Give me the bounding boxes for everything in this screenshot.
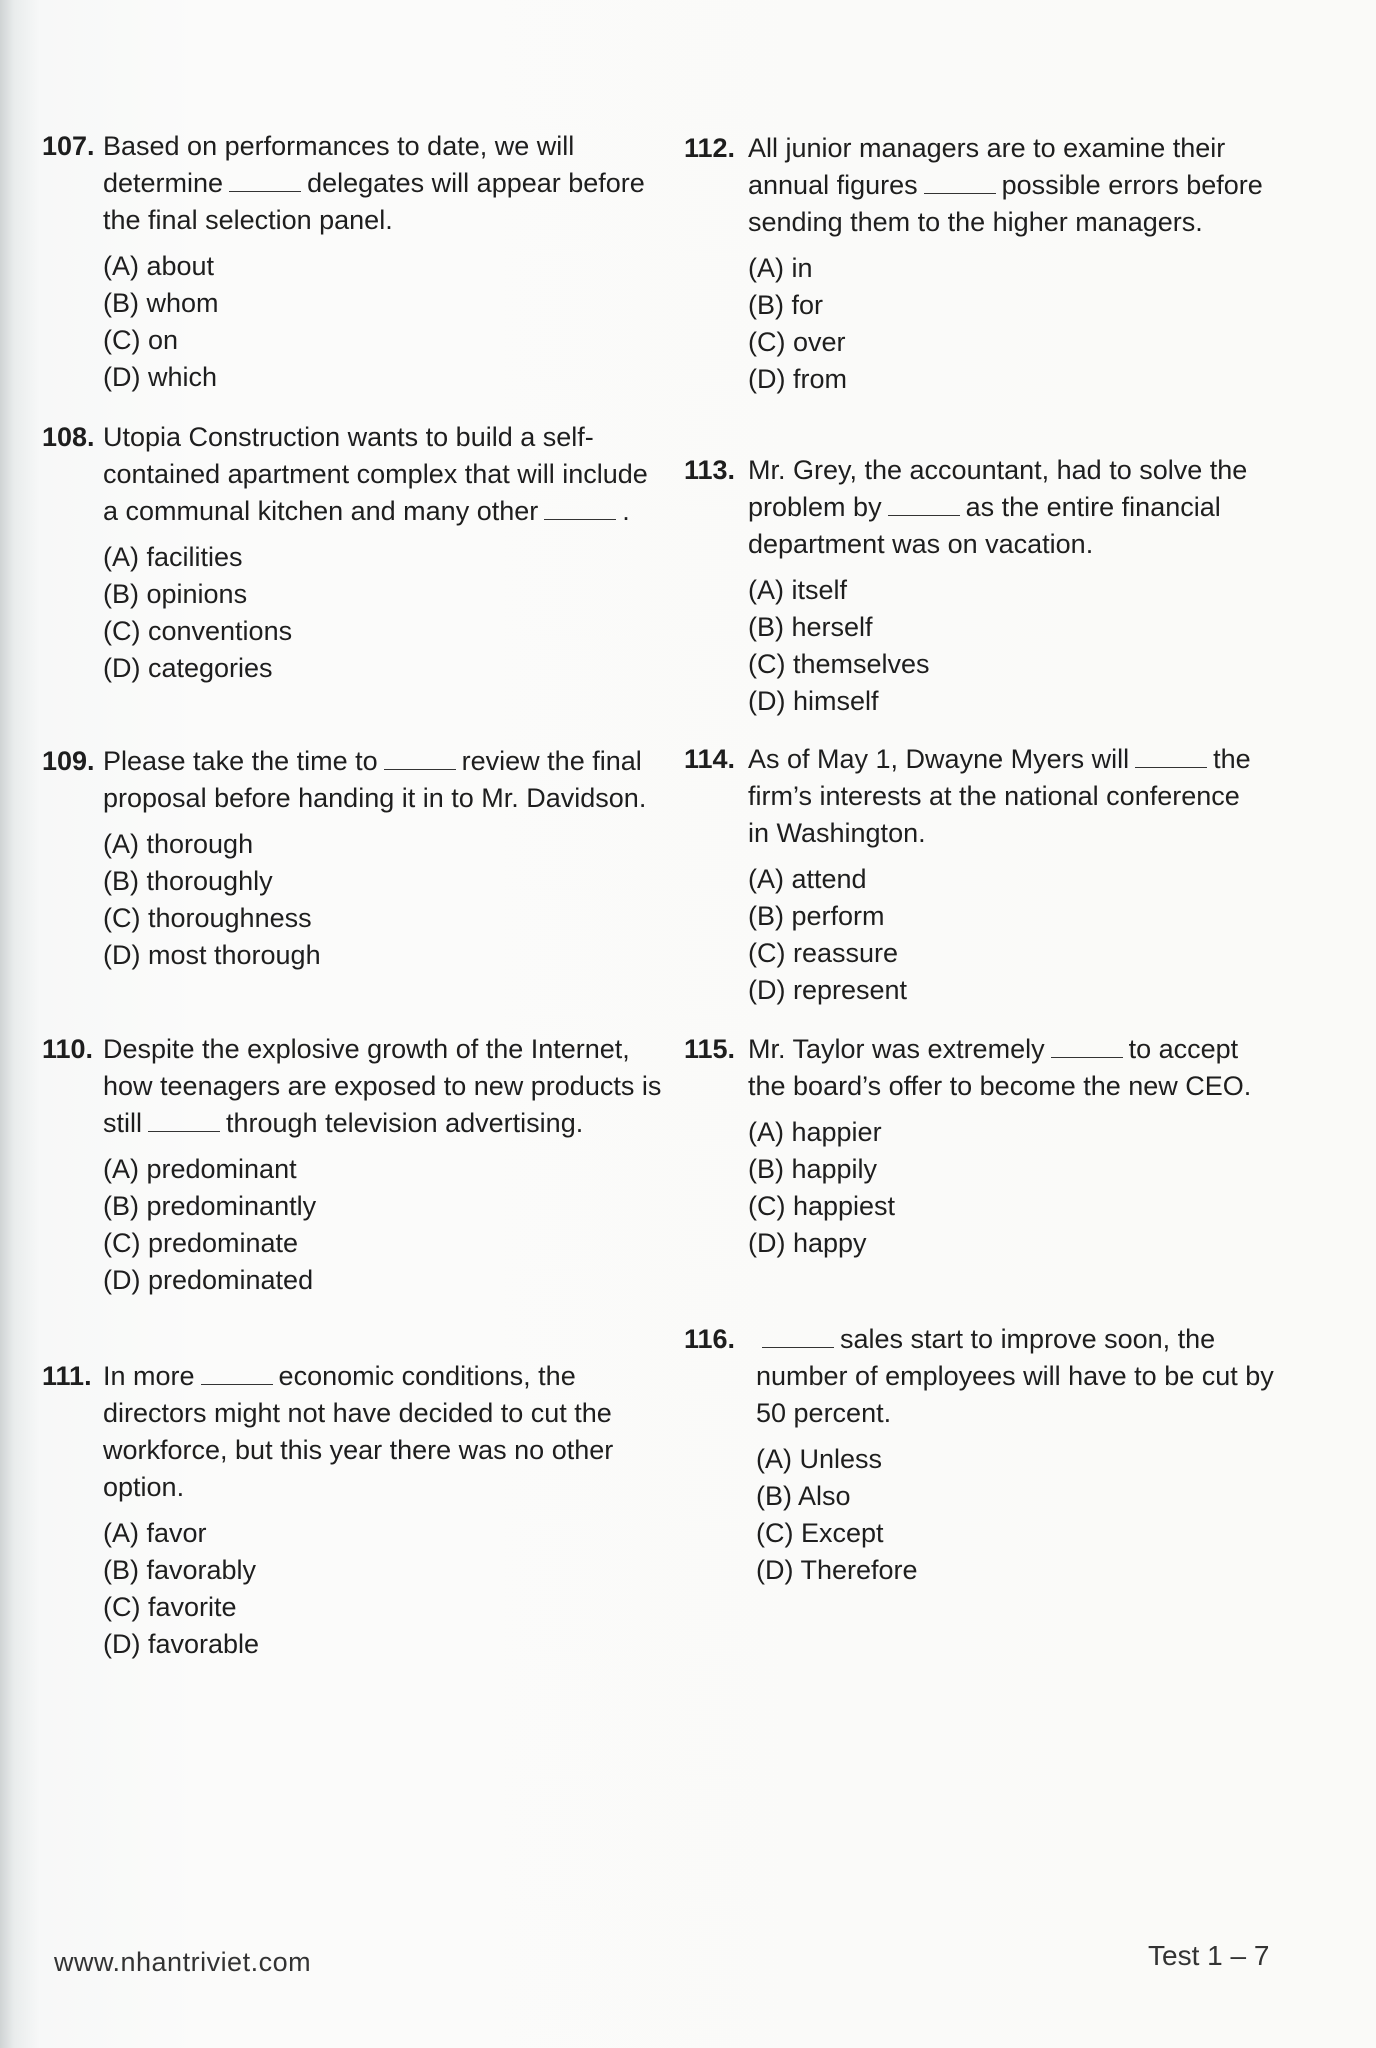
stem-text-before: In more bbox=[103, 1361, 195, 1391]
answer-option[interactable]: (B) predominantly bbox=[103, 1191, 317, 1221]
question-number: 111. bbox=[42, 1361, 92, 1391]
answer-blank bbox=[1135, 743, 1207, 768]
answer-blank bbox=[229, 167, 301, 192]
answer-option[interactable]: (C) predominate bbox=[103, 1228, 299, 1258]
answer-option[interactable]: (D) categories bbox=[103, 653, 273, 683]
answer-option[interactable]: (C) on bbox=[103, 325, 179, 355]
answer-option[interactable]: (C) over bbox=[748, 327, 846, 357]
stem-text-after: possible errors before sending them to the higher managers. bbox=[748, 170, 1263, 237]
answer-option[interactable]: (D) himself bbox=[748, 686, 879, 716]
stem-text-before: Mr. Grey, the accountant, had to solve the problem by bbox=[748, 455, 1248, 522]
answer-option[interactable]: (C) themselves bbox=[748, 649, 930, 679]
answer-option[interactable]: (C) happiest bbox=[748, 1191, 896, 1221]
stem-text-after: through television advertising. bbox=[226, 1108, 584, 1138]
answer-option[interactable]: (D) most thorough bbox=[103, 940, 321, 970]
answer-option[interactable]: (B) Also bbox=[756, 1481, 851, 1511]
question-stem bbox=[103, 743, 663, 817]
answer-blank bbox=[1051, 1033, 1123, 1058]
answer-option[interactable]: (B) opinions bbox=[103, 579, 248, 609]
stem-text-before: Utopia Construction wants to build a self-contained apartment complex that will include a communal kitchen and many other bbox=[103, 422, 648, 526]
question-number: 110. bbox=[42, 1034, 94, 1064]
stem-text-before: Please take the time to bbox=[103, 746, 378, 776]
stem-text-before: Despite the explosive growth of the Internet, how teenagers are exposed to new products is still bbox=[103, 1034, 662, 1138]
answer-option[interactable]: (B) thoroughly bbox=[103, 866, 273, 896]
answer-option[interactable]: (D) predominated bbox=[103, 1265, 314, 1295]
question-body bbox=[748, 741, 1268, 1009]
answer-option[interactable]: (A) favor bbox=[103, 1518, 207, 1548]
question-body bbox=[103, 128, 663, 396]
answer-blank bbox=[384, 745, 456, 770]
answer-option[interactable]: (B) herself bbox=[748, 612, 873, 642]
answer-option[interactable]: (D) favorable bbox=[103, 1629, 260, 1659]
stem-text-before: Based on performances to date, we will determine bbox=[103, 131, 575, 198]
question-body bbox=[756, 1321, 1276, 1589]
question-body bbox=[103, 743, 663, 974]
stem-text-before: Mr. Taylor was extremely bbox=[748, 1034, 1045, 1064]
stem-text-after: review the final proposal before handing it in to Mr. Davidson. bbox=[103, 746, 647, 813]
question-stem bbox=[756, 1321, 1276, 1432]
answer-option[interactable]: (C) thoroughness bbox=[103, 903, 312, 933]
answer-option[interactable]: (A) Unless bbox=[756, 1444, 883, 1474]
question-number: 108. bbox=[42, 422, 95, 452]
answer-option[interactable]: (A) about bbox=[103, 251, 215, 281]
answer-option[interactable]: (B) for bbox=[748, 290, 824, 320]
footer-website: www.nhantriviet.com bbox=[54, 1947, 312, 1977]
question-stem bbox=[103, 1358, 663, 1506]
answer-option[interactable]: (A) facilities bbox=[103, 542, 243, 572]
question-stem bbox=[748, 130, 1268, 241]
stem-text-after: sales start to improve soon, the number of employees will have to be cut by 50 percent. bbox=[756, 1324, 1274, 1428]
answer-option[interactable]: (B) favorably bbox=[103, 1555, 257, 1585]
question-number: 113. bbox=[684, 455, 736, 485]
answer-option[interactable]: (B) whom bbox=[103, 288, 219, 318]
answer-option[interactable]: (D) from bbox=[748, 364, 847, 394]
question-stem bbox=[748, 452, 1268, 563]
stem-text-after: economic conditions, the directors might not have decided to cut the workforce, but this year there was no other option. bbox=[103, 1361, 614, 1502]
question-body bbox=[103, 1358, 663, 1663]
question-number: 114. bbox=[684, 744, 736, 774]
answer-blank bbox=[544, 495, 616, 520]
question-number: 112. bbox=[684, 133, 736, 163]
answer-blank bbox=[148, 1107, 220, 1132]
question-number: 109. bbox=[42, 746, 95, 776]
answer-blank bbox=[924, 169, 996, 194]
answer-blank bbox=[762, 1323, 834, 1348]
answer-blank bbox=[201, 1360, 273, 1385]
question-stem bbox=[103, 1031, 663, 1142]
stem-text-after: delegates will appear before the final selection panel. bbox=[103, 168, 645, 235]
question-stem bbox=[103, 419, 663, 530]
answer-option[interactable]: (A) attend bbox=[748, 864, 867, 894]
answer-option[interactable]: (D) represent bbox=[748, 975, 908, 1005]
stem-text-before: As of May 1, Dwayne Myers will bbox=[748, 744, 1130, 774]
answer-option[interactable]: (D) happy bbox=[748, 1228, 867, 1258]
answer-blank bbox=[888, 491, 960, 516]
stem-text-after: . bbox=[622, 496, 630, 526]
answer-option[interactable]: (A) happier bbox=[748, 1117, 882, 1147]
question-number: 116. bbox=[684, 1324, 736, 1354]
stem-text-after: to accept the board’s offer to become the new CEO. bbox=[748, 1034, 1252, 1101]
question-body bbox=[748, 1031, 1268, 1262]
answer-option[interactable]: (B) perform bbox=[748, 901, 885, 931]
question-body bbox=[748, 130, 1268, 398]
answer-option[interactable]: (C) Except bbox=[756, 1518, 884, 1548]
answer-option[interactable]: (A) thorough bbox=[103, 829, 254, 859]
footer-page-label: Test 1 – 7 bbox=[1148, 1940, 1270, 1971]
answer-option[interactable]: (C) favorite bbox=[103, 1592, 237, 1622]
question-body bbox=[103, 1031, 663, 1299]
answer-option[interactable]: (A) predominant bbox=[103, 1154, 297, 1184]
stem-text-after: as the entire financial department was on vacation. bbox=[748, 492, 1221, 559]
answer-option[interactable]: (D) which bbox=[103, 362, 218, 392]
answer-option[interactable]: (C) reassure bbox=[748, 938, 899, 968]
answer-option[interactable]: (A) in bbox=[748, 253, 813, 283]
question-body bbox=[748, 452, 1268, 720]
stem-text-before: All junior managers are to examine their annual figures bbox=[748, 133, 1226, 200]
question-stem bbox=[103, 128, 663, 239]
question-number: 115. bbox=[684, 1034, 736, 1064]
answer-option[interactable]: (C) conventions bbox=[103, 616, 293, 646]
stem-text-after: the firm’s interests at the national conference in Washington. bbox=[748, 744, 1251, 848]
question-number: 107. bbox=[42, 131, 95, 161]
answer-option[interactable]: (A) itself bbox=[748, 575, 848, 605]
question-stem bbox=[748, 1031, 1268, 1105]
answer-option[interactable]: (B) happily bbox=[748, 1154, 878, 1184]
answer-option[interactable]: (D) Therefore bbox=[756, 1555, 918, 1585]
question-body bbox=[103, 419, 663, 687]
question-stem bbox=[748, 741, 1268, 852]
